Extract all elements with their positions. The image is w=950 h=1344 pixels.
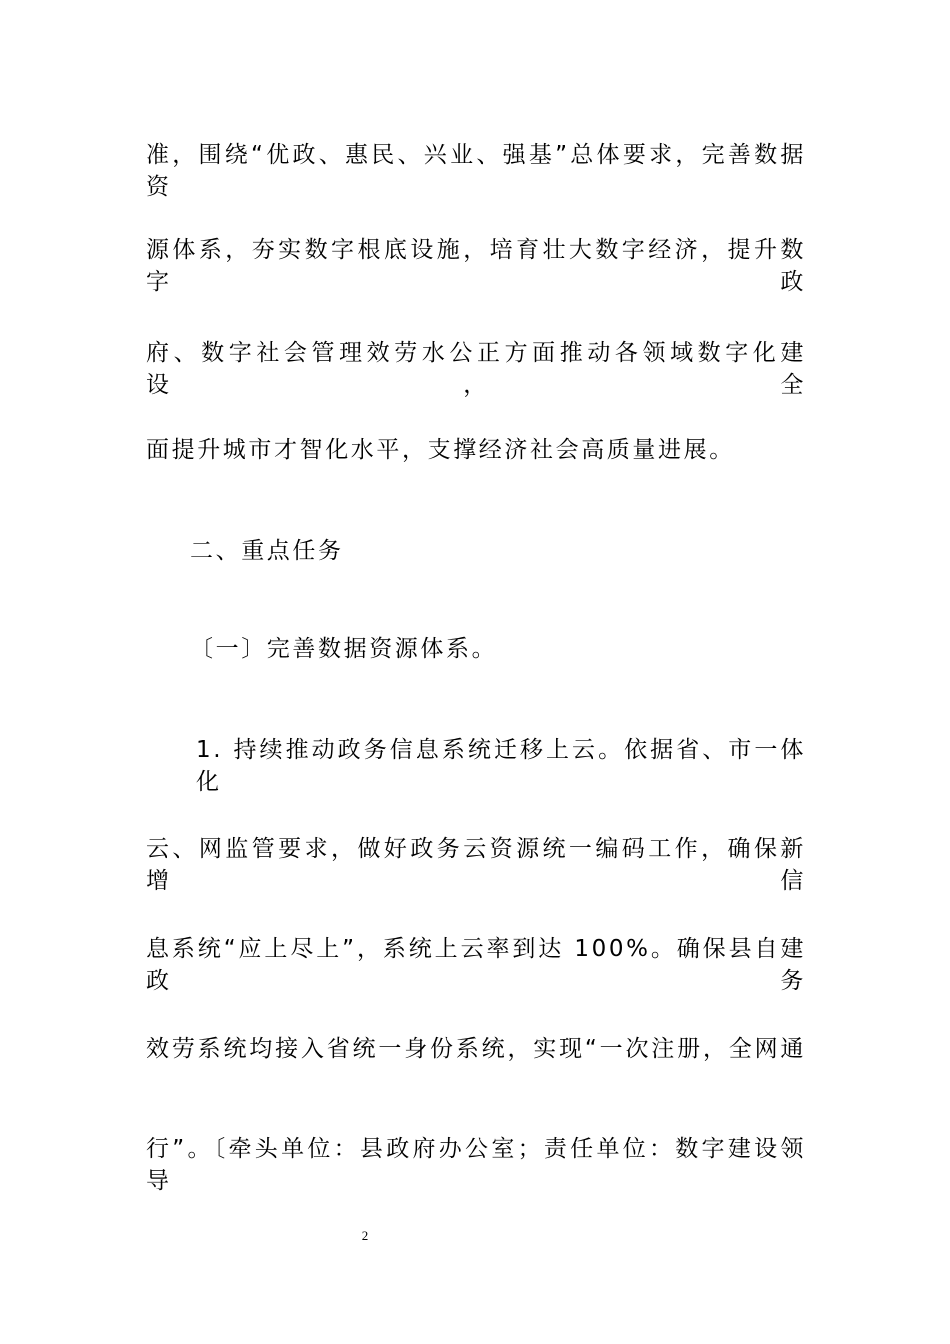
text-line-2: 源体系，夯实数字根底设施，培育壮大数字经济，提升数字政 bbox=[146, 237, 806, 295]
page-number: 2 bbox=[361, 1228, 369, 1243]
subsection-heading: 〔一〕完善数据资源体系。 bbox=[190, 636, 498, 662]
text-line-9: 息系统“应上尽上”，系统上云率到达 100%。确保县自建政务 bbox=[146, 936, 806, 994]
text-line-4: 面提升城市才智化水平，支撑经济社会高质量进展。 bbox=[146, 437, 735, 463]
text-line-10: 效劳系统均接入省统一身份系统，实现“一次注册，全网通 bbox=[146, 1036, 806, 1062]
text-line-8: 云、网监管要求，做好政务云资源统一编码工作，确保新增信 bbox=[146, 836, 806, 894]
text-line-3: 府、数字社会管理效劳水公正方面推动各领域数字化建设，全 bbox=[146, 340, 806, 398]
text-line-7: 1. 持续推动政务信息系统迁移上云。依据省、市一体化 bbox=[196, 737, 806, 795]
text-line-11: 行”。〔牵头单位：县政府办公室；责任单位：数字建设领导 bbox=[146, 1136, 806, 1194]
text-line-1: 准，围绕“优政、惠民、兴业、强基”总体要求，完善数据资 bbox=[146, 142, 806, 200]
section-heading: 二、重点任务 bbox=[190, 538, 344, 564]
